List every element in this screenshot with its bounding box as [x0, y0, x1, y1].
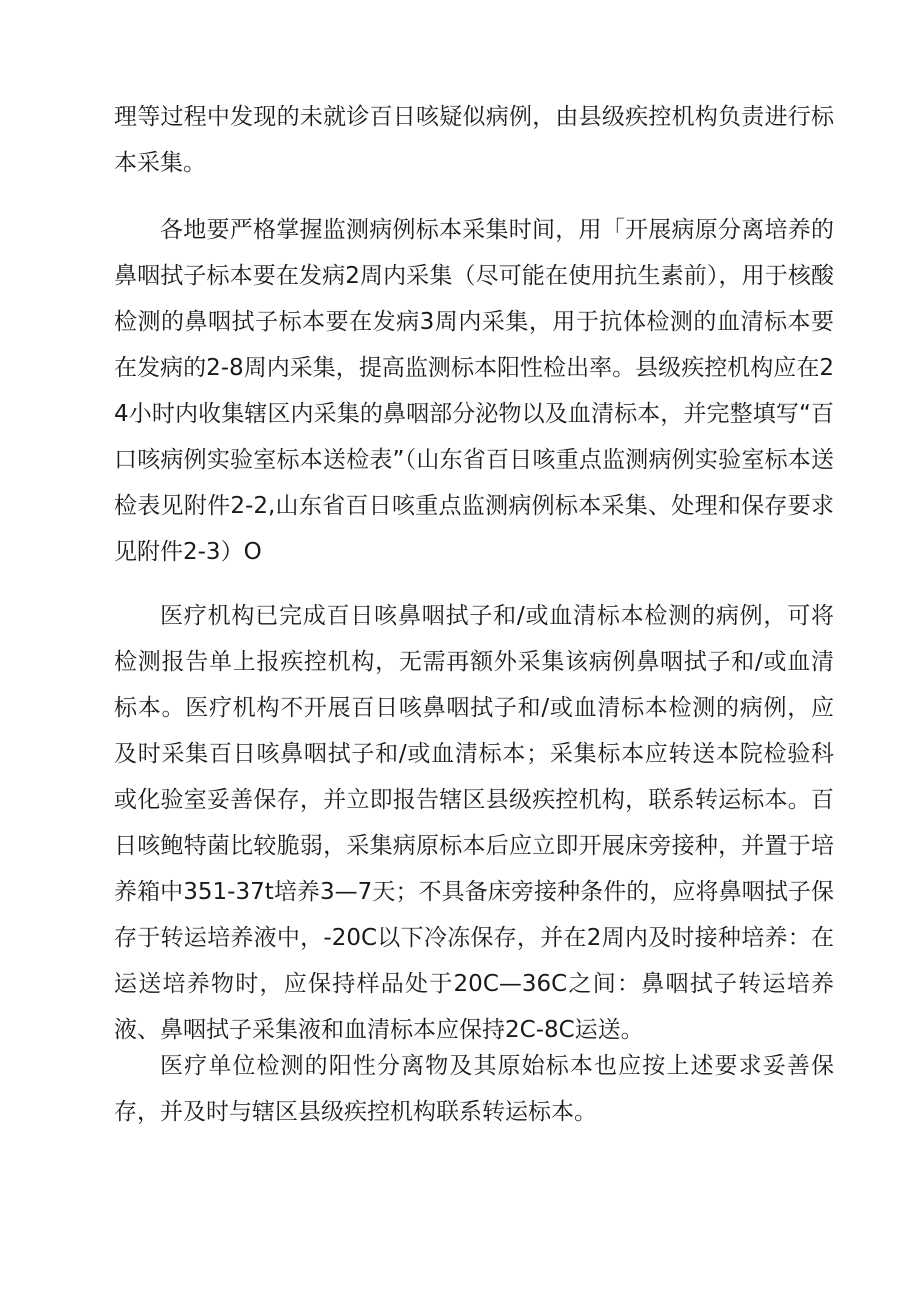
- paragraph-medical-institution-handling: 医疗机构已完成百日咳鼻咽拭子和/或血清标本检测的病例，可将检测报告单上报疾控机构，无需再额外采集该病例鼻咽拭子和/或血清标本。医疗机构不开展百日咳鼻咽拭子和/或血清标本检测的病例，应及时采集百日咳鼻咽拭子和/或血清标本；采集标本应转送本院检验科或化验室妥善保存，并立即报告辖区县级疾控机构，联系转运标本。百日咳鲍特菌比较脆弱，采集病原标本后应立即开展床旁接种，并置于培养箱中351-37t培养3—7天；不具备床旁接种条件的，应将鼻咽拭子保存于转运培养液中，-20C以下冷冻保存，并在2周内及时接种培养：在运送培养物时，应保持样品处于20C—36C之间：鼻咽拭子转运培养液、鼻咽拭子采集液和血清标本应保持2C-8C运送。: [114, 603, 834, 1043]
- paragraph-collection-timing: 各地要严格掌握监测病例标本采集时间，用「开展病原分离培养的鼻咽拭子标本要在发病2周内采集（尽可能在使用抗生素前），用于核酸检测的鼻咽拭子标本要在发病3周内采集，用于抗体检测的血清标本要在发病的2-8周内采集，提高监测标本阳性检出率。县级疾控机构应在24小时内收集辖区内采集的鼻咽部分泌物以及血清标本，并完整填写“百口咳病例实验室标本送检表”（山东省百日咳重点监测病例实验室标本送检表见附件2-2,山东省百日咳重点监测病例标本采集、处理和保存要求见附件2-3）O: [114, 217, 834, 565]
- paragraph-positive-isolate-storage: 医疗单位检测的阳性分离物及其原始标本也应按上述要求妥善保存，并及时与辖区县级疾控机构联系转运标本。: [114, 1053, 834, 1125]
- paragraph-specimen-collection-responsibility: 理等过程中发现的未就诊百日咳疑似病例，由县级疾控机构负责进行标本采集。: [114, 104, 834, 176]
